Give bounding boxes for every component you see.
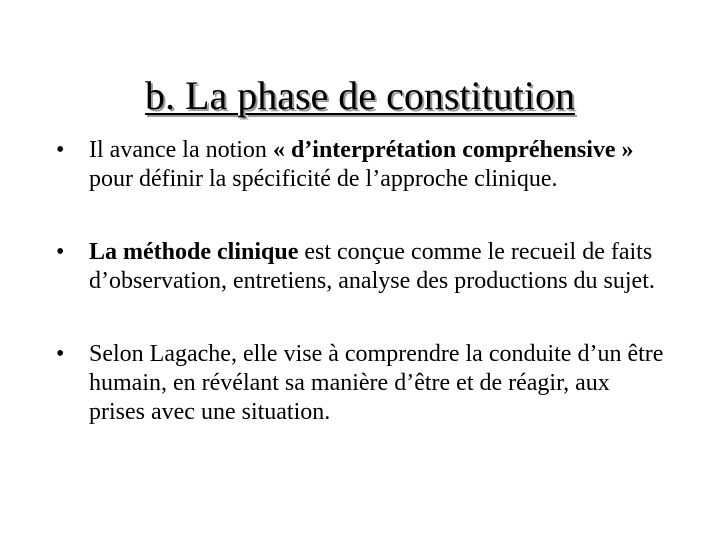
bullet-icon: • [56, 137, 65, 163]
slide-title-text: b. La phase de constitution [145, 73, 575, 118]
bullet-text-emphasis: « d’interprétation compréhensive » [272, 137, 634, 163]
bullet-text-part: Il avance la notion [89, 137, 273, 163]
bullet-text-part: pour définir la spécificité de l’approche clinique. [89, 166, 558, 192]
bullet-item-methode-clinique [56, 238, 666, 296]
bullet-text-part: est conçue comme le recueil de faits d’observation, entretiens, analyse des productions du sujet. [89, 239, 655, 294]
slide-title [0, 70, 720, 122]
bullet-text-emphasis: La méthode clinique [89, 239, 299, 265]
bullet-item-lagache [56, 340, 666, 427]
bullet-item-interpretation [56, 136, 666, 194]
bullet-icon: • [56, 341, 65, 367]
bullet-list [56, 136, 666, 427]
bullet-icon: • [56, 239, 65, 265]
bullet-text-part: Selon Lagache, elle vise à comprendre la conduite d’un être humain, en révélant sa manière d’être et de réagir, aux prises avec une situation. [89, 341, 664, 425]
